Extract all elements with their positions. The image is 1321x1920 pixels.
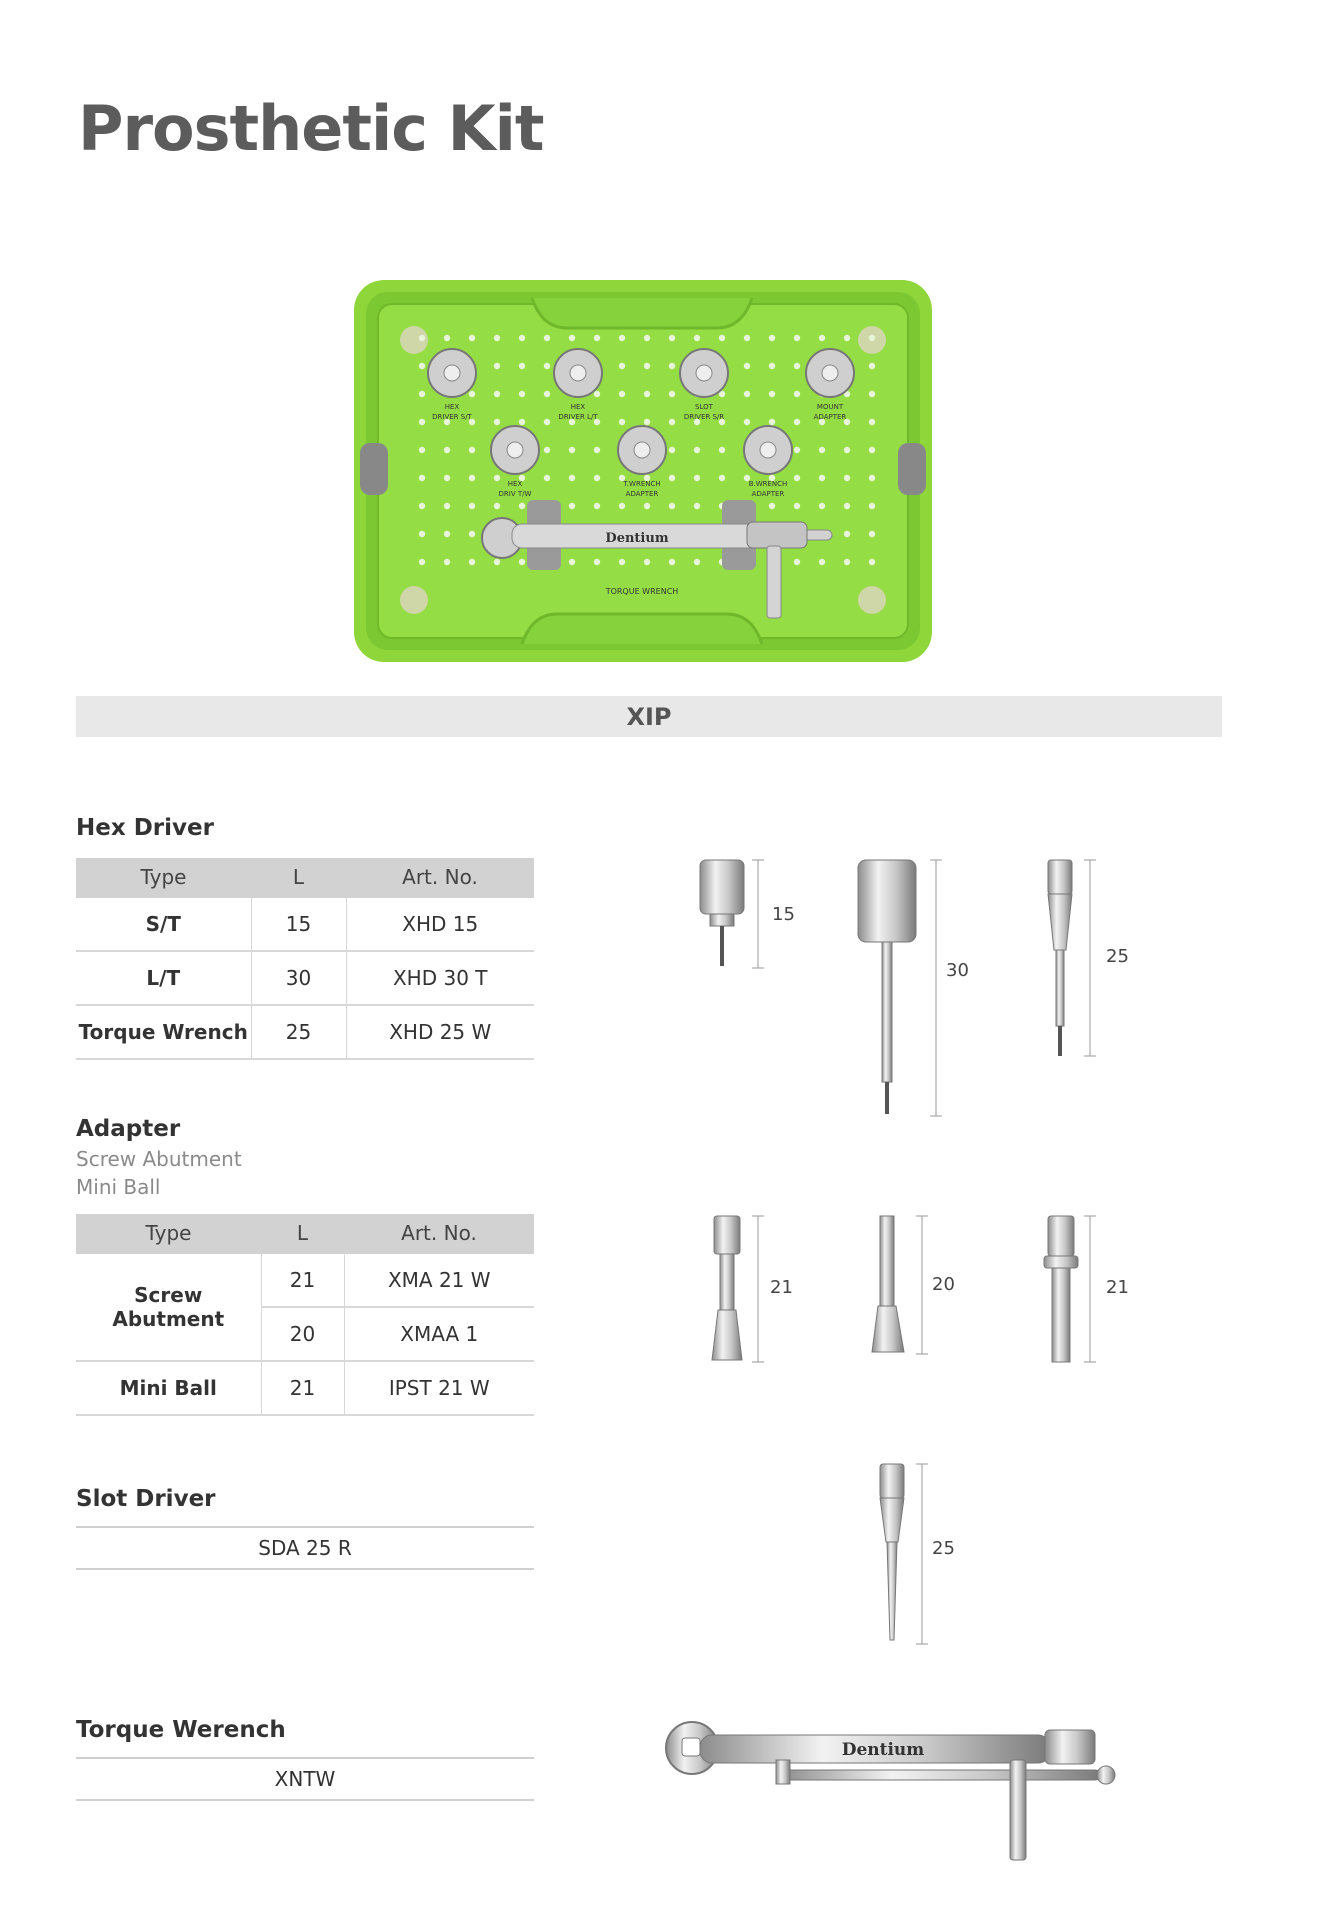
adapter-subtitle-2: Mini Ball <box>76 1175 161 1199</box>
kit-dot <box>769 503 775 509</box>
col-art: Art. No. <box>344 1214 534 1253</box>
hex-driver-st-image <box>700 860 795 968</box>
kit-dot <box>519 335 525 341</box>
kit-dot <box>844 503 850 509</box>
kit-slot-label: ADAPTER <box>813 413 847 421</box>
kit-dot <box>794 335 800 341</box>
adapter-title: Adapter <box>76 1116 181 1142</box>
kit-dot <box>794 447 800 453</box>
kit-dot <box>669 335 675 341</box>
kit-dot <box>494 391 500 397</box>
kit-slot-label: DRIVER S/T <box>432 413 472 421</box>
torque-wrench-title: Torque Werench <box>76 1717 286 1743</box>
kit-dot <box>694 559 700 565</box>
kit-dot <box>844 559 850 565</box>
kit-dot <box>844 531 850 537</box>
kit-dot <box>669 503 675 509</box>
kit-dot <box>869 503 875 509</box>
kit-dot <box>569 475 575 481</box>
kit-dot <box>844 335 850 341</box>
dim-label: 15 <box>772 904 795 925</box>
screw-abutment-adapter-2-image <box>872 1216 955 1354</box>
slot-driver-title: Slot Driver <box>76 1486 216 1512</box>
kit-dot <box>669 559 675 565</box>
kit-dot <box>619 503 625 509</box>
kit-dot <box>544 475 550 481</box>
adapter-subtitle-1: Screw Abutment <box>76 1147 242 1171</box>
kit-dot <box>544 363 550 369</box>
screw-abutment-adapter-1-image <box>712 1216 793 1362</box>
kit-dot <box>819 559 825 565</box>
prosthetic-kit-image <box>352 278 934 664</box>
hex-driver-title: Hex Driver <box>76 815 214 841</box>
kit-dot <box>544 419 550 425</box>
kit-wrench-label: TORQUE WRENCH <box>605 587 679 596</box>
kit-dot <box>644 559 650 565</box>
kit-dot <box>594 503 600 509</box>
kit-slot-label: ADAPTER <box>625 490 659 498</box>
mini-ball-adapter-image <box>1044 1216 1129 1362</box>
kit-slot-label: HEX <box>444 403 460 411</box>
kit-dot <box>794 503 800 509</box>
kit-dot <box>819 503 825 509</box>
kit-dot <box>619 391 625 397</box>
kit-slot-label: DRIVER S/R <box>683 413 725 421</box>
kit-dot <box>744 335 750 341</box>
dim-label: 21 <box>1106 1277 1129 1298</box>
kit-dot <box>819 475 825 481</box>
hex-driver-tw-image <box>1048 860 1129 1056</box>
kit-slot-label: B.WRENCH <box>748 480 788 488</box>
table-row: S/T 15 XHD 15 <box>76 897 534 952</box>
kit-dot <box>444 559 450 565</box>
dim-label: 25 <box>1106 946 1129 967</box>
tool-illustrations <box>600 840 1220 1880</box>
table-row: L/T 30 XHD 30 T <box>76 951 534 1005</box>
kit-dot <box>744 419 750 425</box>
kit-dot <box>569 559 575 565</box>
kit-slot-tool-tip <box>634 442 650 458</box>
kit-dot <box>444 503 450 509</box>
kit-dot <box>819 447 825 453</box>
kit-dot <box>844 475 850 481</box>
kit-dot <box>494 363 500 369</box>
kit-dot <box>469 559 475 565</box>
kit-dot <box>519 363 525 369</box>
kit-brand-label: Dentium <box>605 531 669 546</box>
kit-slot <box>744 426 792 498</box>
kit-slot-label: HEX <box>570 403 586 411</box>
kit-dot <box>494 503 500 509</box>
kit-dot <box>444 475 450 481</box>
kit-dot <box>694 335 700 341</box>
col-type: Type <box>76 1214 261 1253</box>
kit-slot-label: ADAPTER <box>751 490 785 498</box>
kit-slot-label: HEX <box>507 480 523 488</box>
kit-dot <box>469 447 475 453</box>
dim-label: 20 <box>932 1274 955 1295</box>
kit-dot <box>419 419 425 425</box>
torque-wrench-image <box>666 1722 1115 1860</box>
kit-dot <box>519 391 525 397</box>
col-l: L <box>261 1214 344 1253</box>
hex-driver-table <box>76 858 534 1060</box>
kit-dot <box>619 363 625 369</box>
kit-dot <box>494 419 500 425</box>
kit-dot <box>569 503 575 509</box>
kit-slot-label: SLOT <box>695 403 713 411</box>
kit-dot <box>544 447 550 453</box>
kit-dot <box>469 475 475 481</box>
table-row: 20 XMAA 1 <box>76 1307 534 1361</box>
kit-dot <box>419 503 425 509</box>
kit-dot <box>769 363 775 369</box>
dim-label: 21 <box>770 1277 793 1298</box>
kit-dot <box>569 447 575 453</box>
kit-dot <box>419 447 425 453</box>
kit-dot <box>869 559 875 565</box>
kit-dot <box>644 419 650 425</box>
kit-dot <box>469 335 475 341</box>
kit-dot <box>869 335 875 341</box>
kit-dot <box>469 391 475 397</box>
torque-wrench-art: XNTW <box>76 1757 534 1801</box>
table-row: Torque Wrench 25 XHD 25 W <box>76 1005 534 1059</box>
kit-dot <box>869 391 875 397</box>
kit-dot <box>419 363 425 369</box>
kit-dot <box>869 447 875 453</box>
page-title: Prosthetic Kit <box>78 92 544 165</box>
kit-dot <box>569 335 575 341</box>
kit-dot <box>794 363 800 369</box>
kit-dot <box>544 335 550 341</box>
kit-dot <box>594 335 600 341</box>
kit-dot <box>619 419 625 425</box>
kit-dot <box>744 391 750 397</box>
kit-dot <box>644 363 650 369</box>
kit-slot-tool-tip <box>570 365 586 381</box>
kit-dot <box>619 335 625 341</box>
kit-dot <box>719 475 725 481</box>
dim-label: 30 <box>946 960 969 981</box>
kit-dot <box>669 419 675 425</box>
kit-slot-tool-tip <box>760 442 776 458</box>
kit-dot <box>869 363 875 369</box>
kit-dot <box>594 391 600 397</box>
kit-dot <box>494 335 500 341</box>
kit-dot <box>419 531 425 537</box>
kit-dot <box>594 559 600 565</box>
wrench-brand-label: Dentium <box>841 1740 925 1760</box>
kit-dot <box>494 559 500 565</box>
kit-dot <box>644 335 650 341</box>
kit-dot <box>669 391 675 397</box>
kit-dot <box>419 391 425 397</box>
kit-dot <box>869 475 875 481</box>
kit-slot-tool-tip <box>822 365 838 381</box>
kit-dot <box>644 391 650 397</box>
kit-dot <box>769 419 775 425</box>
kit-slot-tool-tip <box>696 365 712 381</box>
kit-dot <box>594 475 600 481</box>
col-type: Type <box>76 858 251 897</box>
kit-dot <box>794 419 800 425</box>
kit-dot <box>519 559 525 565</box>
kit-slot-label: T.WRENCH <box>623 480 661 488</box>
kit-dot <box>844 447 850 453</box>
slot-driver-image <box>880 1464 955 1644</box>
kit-dot <box>519 503 525 509</box>
kit-slot-label: DRIV T/W <box>498 490 532 498</box>
table-row: Screw Abutment 21 XMA 21 W <box>76 1253 534 1308</box>
kit-dot <box>419 475 425 481</box>
kit-dot <box>769 335 775 341</box>
hex-driver-lt-image <box>858 860 969 1116</box>
table-row: Mini Ball 21 IPST 21 W <box>76 1361 534 1415</box>
col-art: Art. No. <box>346 858 534 897</box>
kit-dot <box>869 419 875 425</box>
kit-dot <box>469 503 475 509</box>
kit-dot <box>794 475 800 481</box>
kit-dot <box>744 363 750 369</box>
kit-dot <box>444 531 450 537</box>
adapter-table <box>76 1214 534 1416</box>
kit-dot <box>694 447 700 453</box>
kit-dot <box>644 503 650 509</box>
kit-dot <box>869 531 875 537</box>
kit-dot <box>444 335 450 341</box>
kit-dot <box>594 447 600 453</box>
kit-dot <box>519 419 525 425</box>
kit-dot <box>769 391 775 397</box>
kit-dot <box>619 559 625 565</box>
kit-slot-tool-tip <box>444 365 460 381</box>
kit-dot <box>669 475 675 481</box>
kit-dot <box>494 475 500 481</box>
kit-slot-tool-tip <box>507 442 523 458</box>
dim-label: 25 <box>932 1538 955 1559</box>
kit-dot <box>819 335 825 341</box>
kit-dot <box>444 447 450 453</box>
kit-dot <box>419 335 425 341</box>
kit-slot <box>618 426 666 498</box>
kit-dot <box>694 503 700 509</box>
kit-dot <box>794 559 800 565</box>
kit-dot <box>469 531 475 537</box>
kit-dot <box>669 363 675 369</box>
col-l: L <box>251 858 346 897</box>
kit-dot <box>669 447 675 453</box>
kit-slot-label: DRIVER L/T <box>558 413 598 421</box>
kit-dot <box>694 475 700 481</box>
kit-slot-label: MOUNT <box>816 403 844 411</box>
slot-driver-art: SDA 25 R <box>76 1526 534 1570</box>
kit-dot <box>794 391 800 397</box>
kit-dot <box>719 335 725 341</box>
model-band: XIP <box>76 696 1222 737</box>
kit-dot <box>544 391 550 397</box>
kit-dot <box>719 447 725 453</box>
kit-dot <box>419 559 425 565</box>
